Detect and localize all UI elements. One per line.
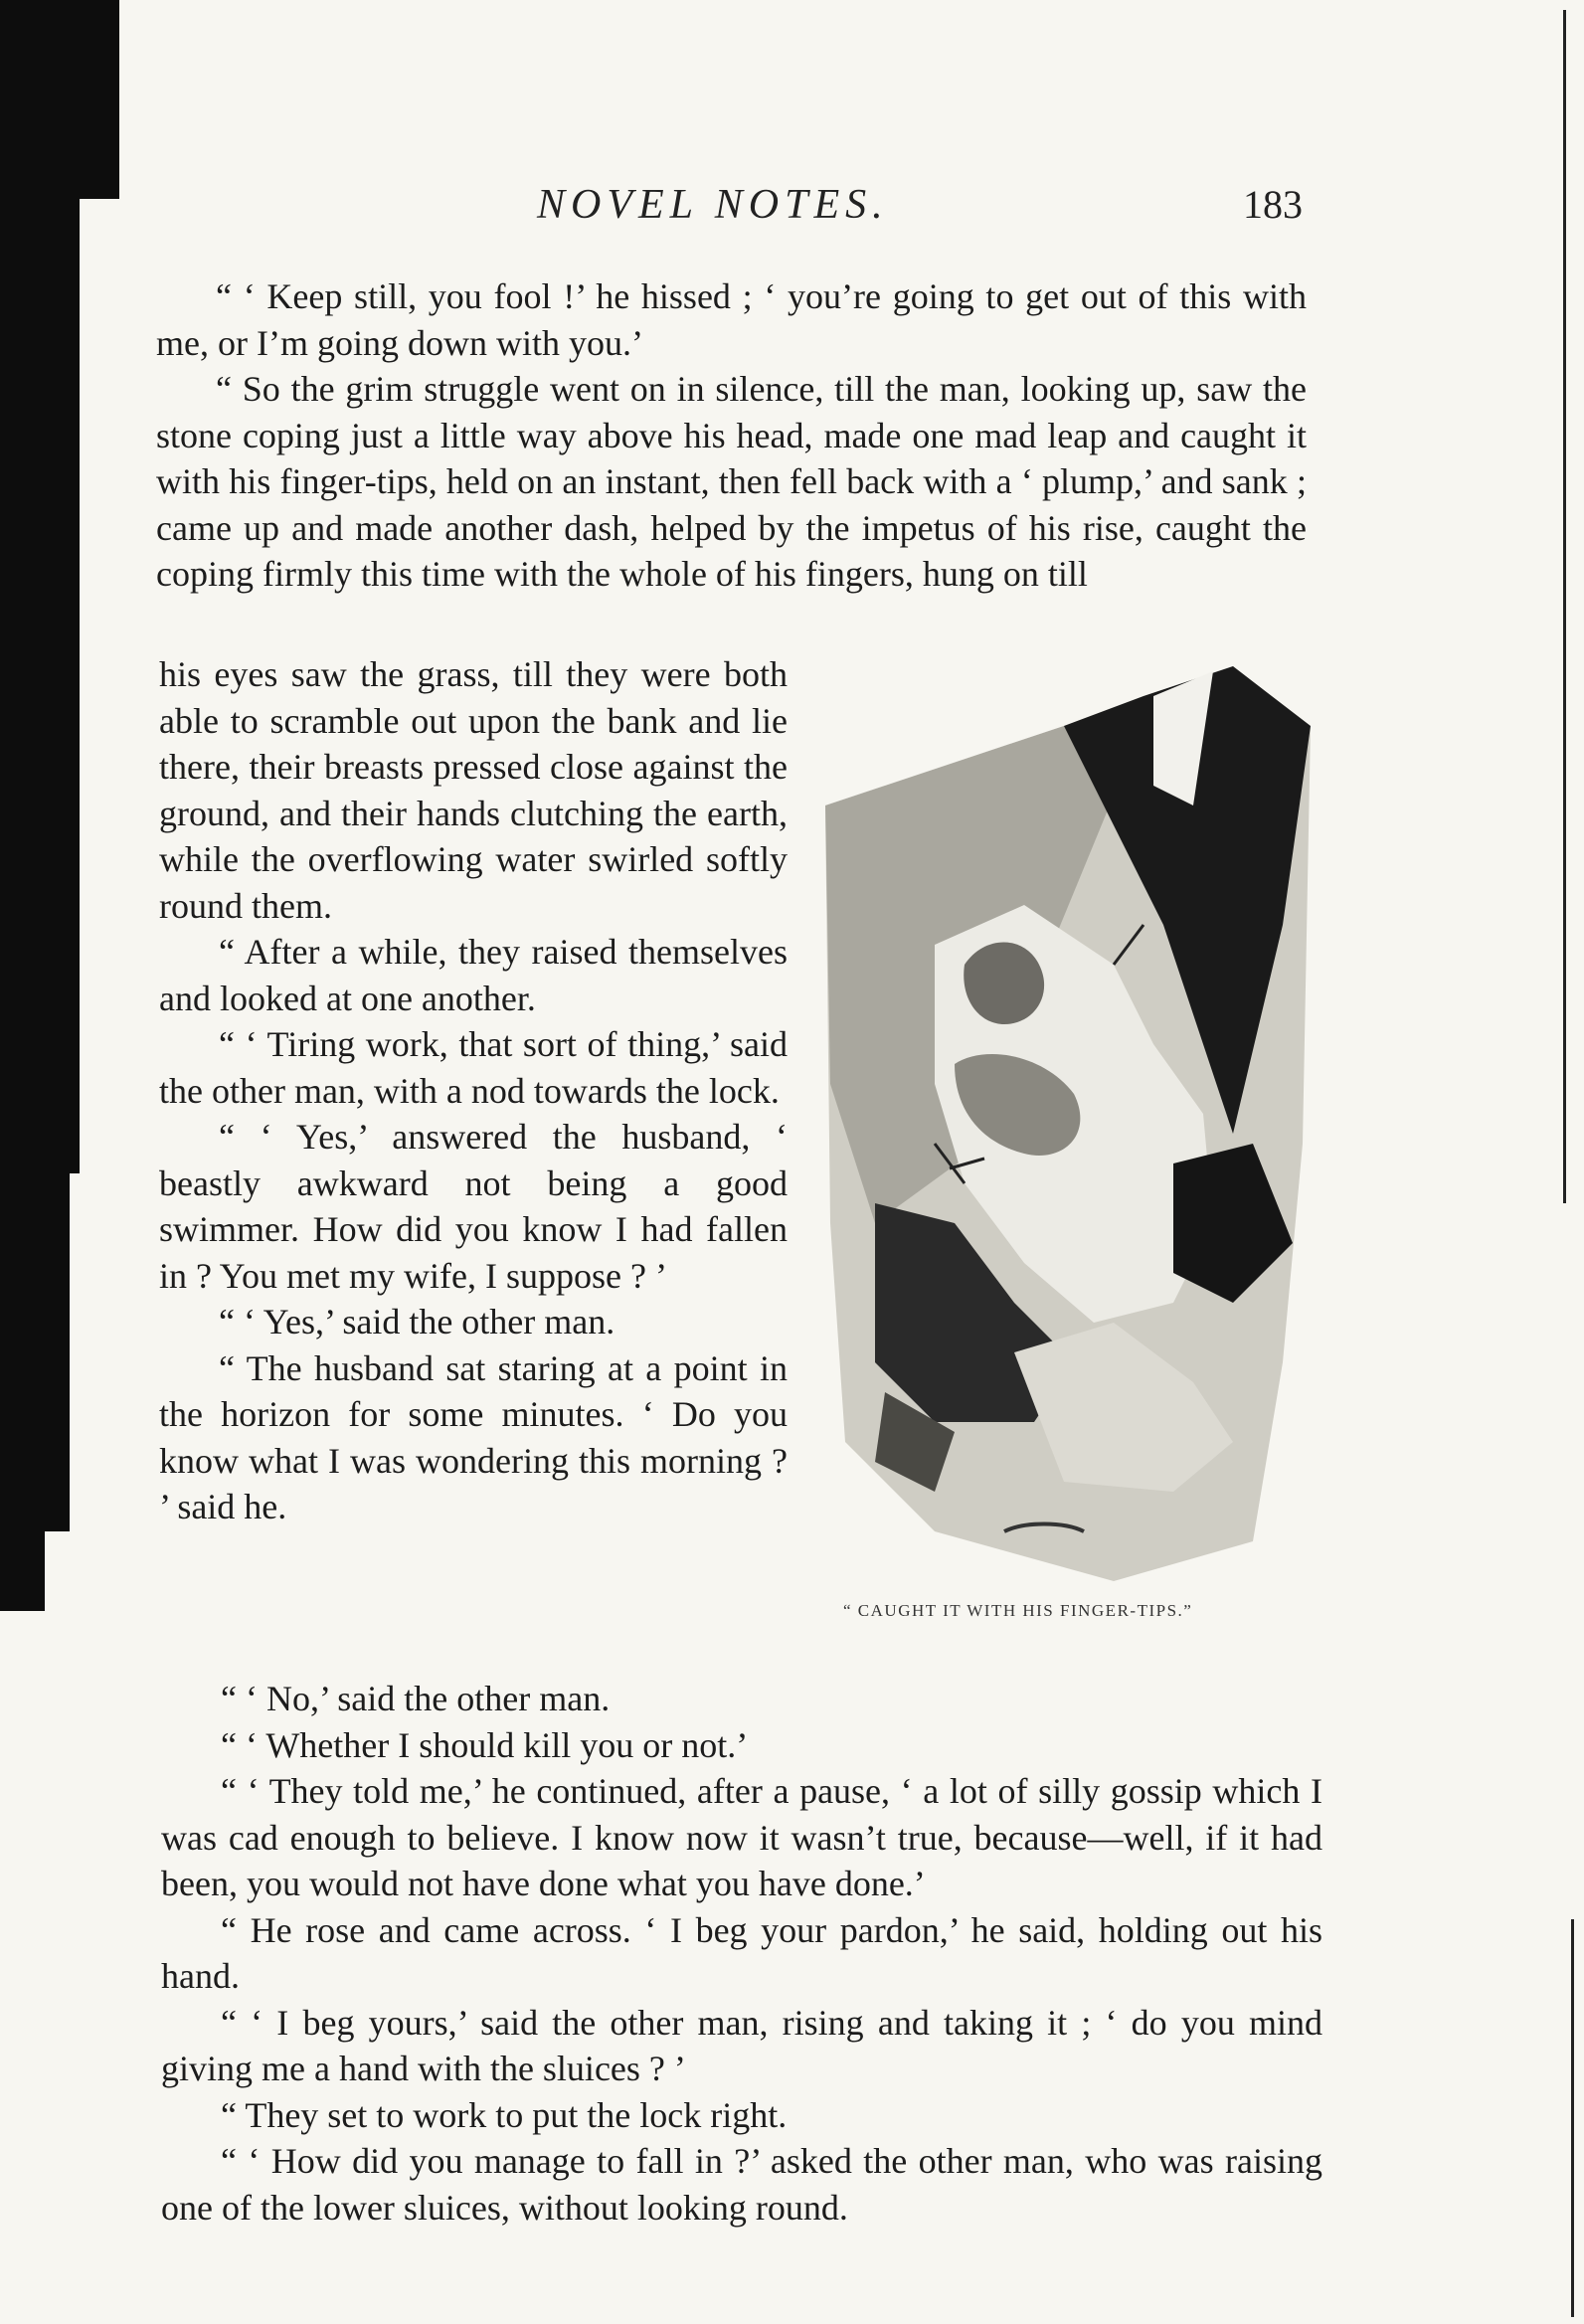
paragraph: “ ‘ Yes,’ said the other man. (219, 1302, 616, 1341)
illustration (815, 666, 1311, 1581)
paragraph: “ ‘ I beg yours,’ said the other man, rising and taking it ; ‘ do you mind giving me a hand with the sluices ? ’ (161, 2002, 1322, 2088)
paragraph: “ ‘ Tiring work, that sort of thing,’ said the other man, with a nod towards the lock. (159, 1024, 788, 1111)
binding-shadow (0, 0, 119, 199)
paragraph: “ ‘ Keep still, you fool !’ he hissed ; ‘ you’re going to get out of this with me, or I’m going down with you.’ (156, 276, 1307, 363)
page-edge-line (1563, 10, 1566, 1203)
paragraph: “ ‘ Whether I should kill you or not.’ (221, 1724, 749, 1765)
top-text-block (156, 273, 1307, 598)
narrow-text-column (159, 651, 788, 1530)
paragraph: “ He rose and came across. ‘ I beg your pardon,’ he said, holding out his hand. (161, 1909, 1322, 1996)
binding-shadow (0, 1531, 45, 1611)
paragraph: “ ‘ Yes,’ answered the husband, ‘ beastly awkward not being a good swimmer. How did you know I had fallen in ? You met my wife, I suppose ? ’ (159, 1117, 788, 1296)
paragraph: “ After a while, they raised themselves and looked at one another. (159, 932, 788, 1018)
running-title: NOVEL NOTES. (537, 182, 889, 228)
paragraph: “ The husband sat staring at a point in the horizon for some minutes. ‘ Do you know what I was wondering this morning ? ’ said he. (159, 1347, 788, 1526)
paragraph: “ They set to work to put the lock right. (221, 2094, 788, 2135)
illustration-drawing (815, 666, 1311, 1581)
paragraph: “ So the grim struggle went on in silence, till the man, looking up, saw the stone coping just a little way above his head, made one mad leap and caught it with his finger-tips, held on an instant, then fell back with a ‘ plump,’ and sank ; came up and made another dash, helped by the impetus of his rise, caught the coping firmly this time with the whole of his fingers, hung on till (156, 369, 1307, 594)
running-head (159, 181, 1303, 241)
page-edge-line (1571, 1919, 1574, 2317)
paragraph: “ ‘ They told me,’ he continued, after a pause, ‘ a lot of silly gossip which I was cad enough to believe. I know now it wasn’t true, because—well, if it had been, you would not have done what you have done.’ (161, 1771, 1322, 1903)
paragraph: “ ‘ How did you manage to fall in ?’ asked the other man, who was raising one of the lower sluices, without looking round. (161, 2141, 1322, 2228)
paragraph: “ ‘ No,’ said the other man. (221, 1679, 611, 1718)
illustration-caption: “ CAUGHT IT WITH HIS FINGER-TIPS.” (843, 1601, 1193, 1620)
bottom-text-block (161, 1676, 1322, 2231)
paragraph: his eyes saw the grass, till they were both able to scramble out upon the bank and lie there, their breasts pressed close against the ground, and their hands clutching the earth, while the overflowing water swirled softly round them. (159, 654, 788, 926)
page-number: 183 (1243, 182, 1303, 227)
binding-shadow (0, 1173, 70, 1531)
